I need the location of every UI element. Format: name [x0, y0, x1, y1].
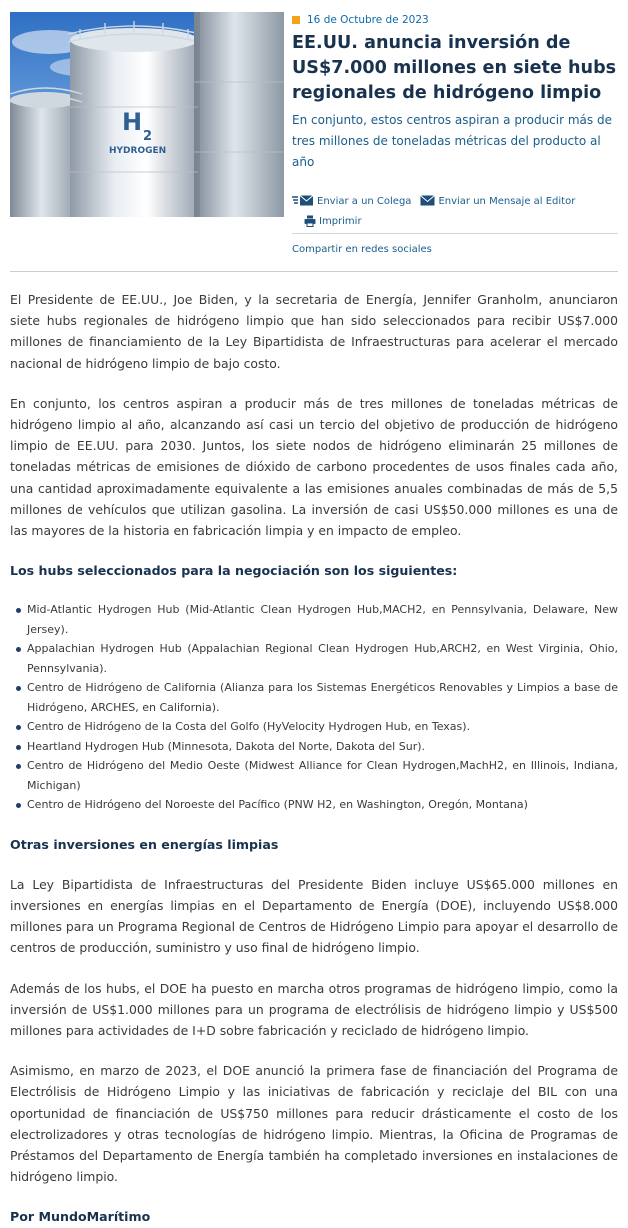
- list-item: Centro de Hidrógeno de California (Alianza para los Sistemas Energéticos Renovables y Limpios a base de Hidrógeno, ARCHES, en California).: [10, 678, 618, 717]
- send-editor-label: Enviar un Mensaje al Editor: [438, 195, 576, 207]
- print-label: Imprimir: [319, 215, 362, 227]
- article-date: 16 de Octubre de 2023: [307, 14, 429, 26]
- date-marker-icon: [292, 16, 300, 24]
- article-subtitle: En conjunto, estos centros aspiran a producir más de tres millones de toneladas métricas del producto al año: [292, 113, 612, 169]
- print-link[interactable]: [304, 215, 362, 227]
- list-item: Heartland Hydrogen Hub (Minnesota, Dakota del Norte, Dakota del Sur).: [10, 737, 618, 757]
- paragraph: Asimismo, en marzo de 2023, el DOE anunció la primera fase de financiación del Programa de Electrólisis de Hidrógeno Limpio y las iniciativas de fabricación y reciclaje del BIL con una oportunidad de financiación de US$750 millones para reducir drásticamente el costo de los electrolizadores y otras tecnologías de hidrógeno limpio. Mientras, la Oficina de Programas de Préstamos del Departamento de Energía también ha completado inversiones en instalaciones de hidrógeno limpio.: [10, 1063, 618, 1185]
- section-heading: Los hubs seleccionados para la negociación son los siguientes:: [10, 563, 458, 579]
- paragraph: Además de los hubs, el DOE ha puesto en marcha otros programas de hidrógeno limpio, como la inversión de US$1.000 millones para un programa de electrólisis de hidrógeno limpio y US$500 millones para actividades de I+D sobre fabricación y reciclado de hidrógeno limpio.: [10, 980, 618, 1038]
- envelope-lines-icon: [292, 195, 314, 207]
- hubs-list: [10, 600, 618, 815]
- send-colleague-link[interactable]: [292, 195, 411, 207]
- envelope-icon: [420, 195, 435, 207]
- list-item: Centro de Hidrógeno de la Costa del Golfo (HyVelocity Hydrogen Hub, en Texas).: [10, 717, 618, 737]
- send-colleague-label: Enviar a un Colega: [317, 195, 412, 207]
- hydrogen-tanks-illustration: [10, 12, 284, 217]
- svg-text:2: 2: [143, 129, 153, 144]
- send-editor-link[interactable]: [420, 195, 575, 207]
- article-title: EE.UU. anuncia inversión de US$7.000 millones en siete hubs regionales de hidrógeno limpio: [292, 33, 617, 103]
- header-divider: [10, 271, 618, 272]
- article-signature: Por MundoMarítimo: [10, 1209, 151, 1225]
- actions-divider: [292, 233, 618, 234]
- share-social-link[interactable]: Compartir en redes sociales: [292, 244, 432, 255]
- article-body: [10, 289, 618, 1228]
- svg-text:H: H: [122, 108, 143, 136]
- list-item: Appalachian Hydrogen Hub (Appalachian Regional Clean Hydrogen Hub,ARCH2, en West Virginia, Ohio, Pennsylvania).: [10, 639, 618, 678]
- paragraph: La Ley Bipartidista de Infraestructuras del Presidente Biden incluye US$65.000 millones en inversiones en energías limpias en el Departamento de Energía (DOE), incluyendo US$8.000 millones para un Programa Regional de Centros de Hidrógeno Limpio para apoyar el desarrollo de centros de producción, suministro y uso final de hidrógeno limpio.: [10, 876, 618, 956]
- printer-icon: [304, 215, 316, 227]
- date-row: [292, 12, 618, 28]
- list-item: Centro de Hidrógeno del Medio Oeste (Midwest Alliance for Clean Hydrogen,MachH2, en Illinois, Indiana, Michigan): [10, 756, 618, 795]
- paragraph: El Presidente de EE.UU., Joe Biden, y la secretaria de Energía, Jennifer Granholm, anunciaron siete hubs regionales de hidrógeno limpio que han sido seleccionados para recibir US$7.000 millones de financiamiento de la Ley Bipartidista de Infraestructuras para acelerar el mercado nacional de hidrógeno limpio de bajo costo.: [10, 292, 618, 371]
- article-header: [292, 12, 618, 255]
- article-hero-image: [10, 12, 284, 217]
- list-item: Centro de Hidrógeno del Noroeste del Pacífico (PNW H2, en Washington, Oregón, Montana): [10, 795, 618, 815]
- list-item: Mid-Atlantic Hydrogen Hub (Mid-Atlantic Clean Hydrogen Hub,MACH2, en Pennsylvania, Delaware, New Jersey).: [10, 600, 618, 639]
- svg-text:HYDROGEN: HYDROGEN: [109, 146, 167, 156]
- section-heading: Otras inversiones en energías limpias: [10, 836, 279, 852]
- article-actions: [292, 191, 618, 234]
- paragraph: En conjunto, los centros aspiran a producir más de tres millones de toneladas métricas de hidrógeno limpio al año, alcanzando así casi un tercio del objetivo de producción de hidrógeno limpio de EE.UU. para 2030. Juntos, los siete nodos de hidrógeno eliminarán 25 millones de toneladas métricas de emisiones de dióxido de carbono procedentes de usos finales cada año, una cantidad aproximadamente equivalente a las emisiones anuales combinadas de más de 5,5 millones de vehículos que utilizan gasolina. La inversión de casi US$50.000 millones es una de las mayores de la historia en fabricación limpia y en impacto de empleo.: [10, 395, 618, 539]
